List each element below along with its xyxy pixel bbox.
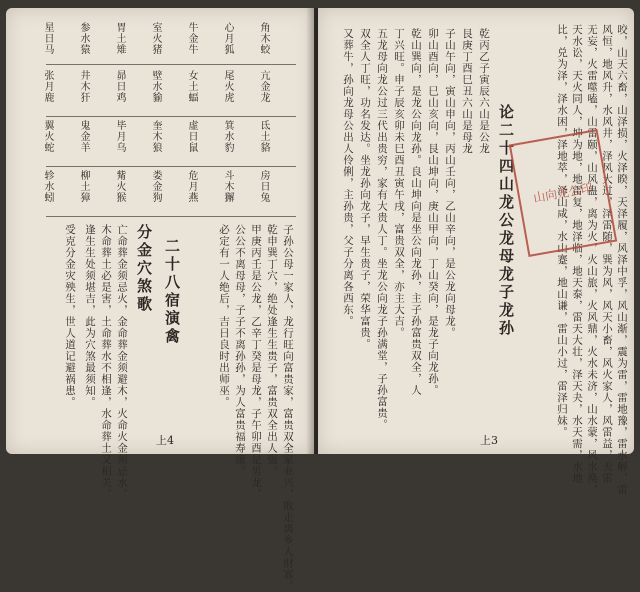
mansion-cell: 女土蝠 <box>186 70 197 103</box>
table-divider <box>46 216 296 217</box>
mansion-cell: 箕水豹 <box>222 120 233 153</box>
verse-column: 乾申巽丁穴，绝处逢生生贵子，富贵双全出人强。 <box>266 224 278 477</box>
verse-column: 亡命葬金须忌火，金命葬金须避木，火命火金须忌水。 <box>116 224 128 500</box>
hexagram-line: 咬，山天六畜，山泽损，火泽睽，天泽履，风泽中孚，风山渐，震为雷，雷地豫，雷水解，雷 <box>616 24 628 496</box>
mansion-cell: 亢金龙 <box>258 70 269 103</box>
body-column: 五龙母向龙公过三代出贵穷，家有大贵人丁。坐龙公向龙子孙满堂，子孙富贵。 <box>376 28 388 431</box>
mansion-cell: 壁水貐 <box>150 70 161 103</box>
hexagram-line: 比，兑为泽，泽水困，泽地萃，泽山咸，水山蹇，地山谦，雷山小过，雷泽归妹。 <box>556 24 568 438</box>
mansion-cell: 心月狐 <box>222 22 233 55</box>
hexagram-line: 无妄，火雷噬嗑，山雷颐，山风蛊，离为火，火山旅，火风鼎，火水未济，山水蒙，风水涣， <box>586 24 598 496</box>
mansion-cell: 毕月乌 <box>114 120 125 153</box>
mansion-cell: 胃土雉 <box>114 22 125 55</box>
mansion-cell: 星日马 <box>42 22 53 55</box>
verse-column: 逢生生处须堪吉，此为穴煞最须知。 <box>84 224 96 408</box>
mansion-cell: 奎木狼 <box>150 120 161 153</box>
stamp-text: 山向龙公印 <box>532 180 594 206</box>
right-page-number: 上3 <box>480 434 498 447</box>
open-book <box>6 8 634 592</box>
mansion-cell: 尾火虎 <box>222 70 233 103</box>
mansion-cell: 角木蛟 <box>258 22 269 55</box>
section-heading: 分金穴煞歌 <box>135 224 153 314</box>
verse-column: 必定有一人绝后，吉日良时出师巫。 <box>218 224 230 408</box>
mansions-heading: 二十八宿演禽 <box>163 238 181 346</box>
mansion-cell: 牛金牛 <box>186 22 197 55</box>
chapter-heading: 论二十四山龙公龙母龙子龙孙 <box>497 104 515 338</box>
verse-column: 木命葬土必是害，土命葬水不相逢，水命葬土又相关。 <box>100 224 112 500</box>
verse-column: 受克分金灾殃生，世人道记避祸患。 <box>64 224 76 408</box>
mansion-cell: 柳土獐 <box>78 170 89 203</box>
verse-column: 甲庚丙壬是公龙，乙辛丁癸是母龙，子午卯酉是男龙。 <box>250 224 262 500</box>
mansion-cell: 房日兔 <box>258 170 269 203</box>
mansion-cell: 氐土貉 <box>258 120 269 153</box>
mansion-cell: 危月燕 <box>186 170 197 203</box>
table-divider <box>46 166 296 167</box>
mansion-cell: 室火猪 <box>150 22 161 55</box>
verse-column: 子孙公母一家人，龙行旺向富贵家，富贵双全家业兴，败走离乡人财寡。 <box>282 224 294 592</box>
mansion-cell: 井木犴 <box>78 70 89 103</box>
mansion-cell: 张月鹿 <box>42 70 53 103</box>
body-column: 子山午向，寅山申向，丙山壬向，乙山辛向，是公龙向母龙。 <box>444 28 456 339</box>
verse-column: 公公不离母母，子子不离孙孙，为人富贵福寿康。 <box>234 224 246 477</box>
hexagram-line: 风恒，地风升，水风井，泽风大过，泽雷随，巽为风，风天小畜，风火家人，风雷益，天雷 <box>601 24 613 484</box>
mansion-cell: 轸水蚓 <box>42 170 53 203</box>
body-column: 又葬牛，孙向龙母公出人伶俐，主孙贵，父子分离各西东。 <box>342 28 354 327</box>
mansion-cell: 虚日鼠 <box>186 120 197 153</box>
mansion-cell: 参水猿 <box>78 22 89 55</box>
mansion-cell: 斗木獬 <box>222 170 233 203</box>
left-page-number: 上4 <box>156 434 174 447</box>
mansion-cell: 娄金狗 <box>150 170 161 203</box>
body-column: 双全人丁旺，功名发达。坐龙孙向龙子，早生贵子，荣华富贵。 <box>359 28 371 350</box>
right-page <box>318 8 634 496</box>
body-column: 丁兴旺。申子辰亥卯未巳酉丑寅午戌，富贵双全，亦主大吉。 <box>393 28 405 339</box>
mansion-cell: 鬼金羊 <box>78 120 89 153</box>
red-seal-stamp <box>509 129 617 257</box>
mansion-cell: 昴日鸡 <box>114 70 125 103</box>
body-column: 艮庚丁酉巳丑六山是母龙 <box>461 28 473 155</box>
body-column: 乾丙乙子寅辰六山是公龙 <box>478 28 490 155</box>
body-column: 乾山巽向，是龙公向龙孙。良山坤向是坐公向龙孙，主子孙富贵双全，人 <box>410 28 422 396</box>
hexagram-line: 天水讼，天火同人，坤为地，地雷复，地泽临，地天泰，雷天大壮，泽天夬，水天需，水地 <box>571 24 583 484</box>
mansion-cell: 觜火猴 <box>114 170 125 203</box>
left-page <box>6 8 314 592</box>
body-column: 卯山酉向，巳山亥向，艮山坤向，庚山甲向，丁山癸向，是龙子向龙孙。 <box>427 28 439 396</box>
table-divider <box>46 116 296 117</box>
mansion-cell: 翼火蛇 <box>42 120 53 153</box>
